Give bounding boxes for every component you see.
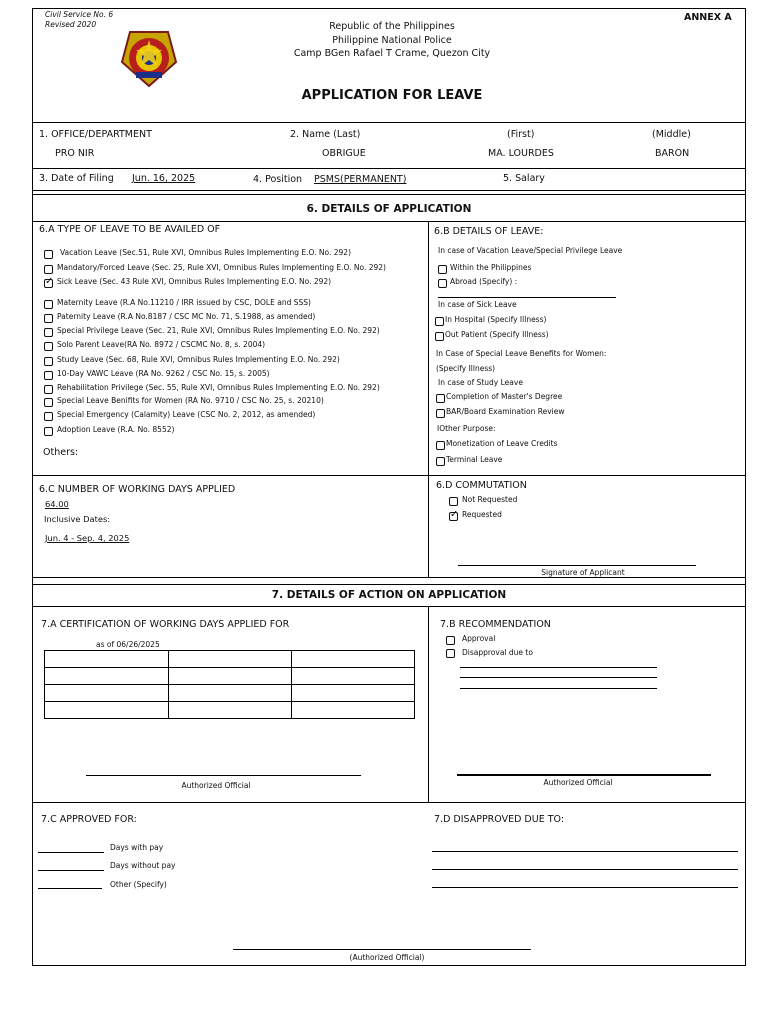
days-with-pay-label: Days with pay — [110, 843, 164, 852]
leave-type-checkbox[interactable] — [44, 250, 53, 259]
pnp-seal-icon — [116, 28, 182, 88]
leave-type-label: Paternity Leave (R.A No.8187 / CSC MC No. 71, S.1988, as amended) — [57, 312, 316, 321]
not-requested-checkbox[interactable] — [449, 497, 458, 506]
leave-type-checkbox[interactable] — [44, 279, 53, 288]
study-heading: In case of Study Leave — [438, 378, 523, 387]
bar-review-label: BAR/Board Examination Review — [446, 407, 565, 416]
approval-label: Approval — [462, 634, 496, 643]
table-cell[interactable] — [44, 701, 169, 719]
disapproval-label: Disapproval due to — [462, 648, 533, 657]
masters-checkbox[interactable] — [436, 394, 445, 403]
name-last-label: 2. Name (Last) — [290, 129, 361, 140]
leave-type-label: Study Leave (Sec. 68, Rule XVI, Omnibus Rules Implementing E.O. No. 292) — [57, 355, 340, 364]
section-7c-title: 7.C APPROVED FOR: — [41, 814, 137, 825]
section-7d-title: 7.D DISAPPROVED DUE TO: — [434, 814, 565, 825]
table-cell[interactable] — [168, 701, 292, 719]
table-cell[interactable] — [44, 684, 169, 702]
disapproval-checkbox[interactable] — [446, 649, 455, 658]
requested-checkbox[interactable] — [449, 512, 458, 521]
within-philippines-label: Within the Philippines — [450, 263, 532, 272]
header-line-1: Republic of the Philippines — [329, 21, 455, 32]
inclusive-dates-label: Inclusive Dates: — [44, 514, 111, 524]
section-6a-title: 6.A TYPE OF LEAVE TO BE AVAILED OF — [39, 224, 221, 235]
header-line-2: Philippine National Police — [332, 35, 452, 46]
days-without-pay-label: Days without pay — [110, 861, 176, 870]
leave-type-label: Adoption Leave (R.A. No. 8552) — [57, 425, 175, 434]
other-specify-label: Other (Specify) — [110, 880, 167, 889]
monetization-checkbox[interactable] — [436, 441, 445, 450]
masters-label: Completion of Master's Degree — [446, 392, 563, 401]
office-value[interactable]: PRO NIR — [55, 148, 95, 159]
position-label: 4. Position — [253, 174, 303, 185]
section-6c-title: 6.C NUMBER OF WORKING DAYS APPLIED — [39, 484, 236, 495]
terminal-leave-label: Terminal Leave — [446, 455, 503, 464]
annex-label: ANNEX A — [684, 12, 732, 23]
leave-type-checkbox[interactable] — [44, 265, 53, 274]
form-code: Civil Service No. 6 — [45, 10, 114, 19]
signature-applicant-label: Signature of Applicant — [541, 568, 625, 577]
as-of-date: as of 06/26/2025 — [96, 640, 160, 649]
section-7a-title: 7.A CERTIFICATION OF WORKING DAYS APPLIED FOR — [41, 619, 290, 630]
leave-type-checkbox[interactable] — [44, 357, 53, 366]
name-last-value[interactable]: OBRIGUE — [322, 148, 366, 159]
page-title: APPLICATION FOR LEAVE — [301, 88, 483, 103]
within-philippines-checkbox[interactable] — [438, 265, 447, 274]
leave-type-checkbox[interactable] — [44, 398, 53, 407]
leave-type-label: 10-Day VAWC Leave (RA No. 9262 / CSC No. 15, s. 2005) — [57, 369, 270, 378]
terminal-leave-checkbox[interactable] — [436, 457, 445, 466]
leave-type-label: Sick Leave (Sec. 43 Rule XVI, Omnibus Rules Implementing E.O. No. 292) — [57, 277, 332, 286]
authorized-official-7a: Authorized Official — [181, 781, 251, 790]
sick-heading: In case of Sick Leave — [438, 300, 517, 309]
table-cell[interactable] — [44, 650, 169, 668]
salary-label: 5. Salary — [503, 173, 545, 184]
leave-type-checkbox[interactable] — [44, 427, 53, 436]
in-hospital-label: In Hospital (Specify Illness) — [445, 315, 547, 324]
table-cell[interactable] — [291, 667, 415, 685]
date-label: 3. Date of Filing — [39, 173, 114, 184]
leave-type-checkbox[interactable] — [44, 300, 53, 309]
leave-type-label: Special Leave Benifits for Women (RA No. 9710 / CSC No. 25, s. 20210) — [57, 396, 324, 405]
table-cell[interactable] — [168, 684, 292, 702]
name-first-label: (First) — [507, 129, 535, 140]
requested-label: Requested — [462, 510, 502, 519]
final-authorized-official: (Authorized Official) — [349, 953, 425, 962]
leave-type-label: Special Emergency (Calamity) Leave (CSC No. 2, 2012, as amended) — [57, 410, 316, 419]
header-line-3: Camp BGen Rafael T Crame, Quezon City — [293, 48, 491, 59]
specify-illness-label: (Specify Illness) — [436, 364, 496, 373]
office-label: 1. OFFICE/DEPARTMENT — [39, 129, 152, 140]
date-value[interactable]: Jun. 16, 2025 — [132, 173, 196, 184]
leave-type-label: Special Privilege Leave (Sec. 21, Rule XVI, Omnibus Rules Implementing E.O. No. 292) — [57, 326, 380, 335]
other-purpose-heading: IOther Purpose: — [437, 424, 496, 433]
not-requested-label: Not Requested — [462, 495, 518, 504]
leave-type-label: Solo Parent Leave(RA No. 8972 / CSCMC No. 8, s. 2004) — [57, 340, 266, 349]
position-value[interactable]: PSMS(PERMANENT) — [314, 174, 407, 185]
leave-type-label: Mandatory/Forced Leave (Sec. 25, Rule XVI, Omnibus Rules Implementing E.O. No. 292) — [57, 263, 386, 272]
table-cell[interactable] — [168, 667, 292, 685]
table-cell[interactable] — [291, 650, 415, 668]
working-days-value[interactable]: 64.00 — [45, 499, 69, 509]
leave-type-label: Maternity Leave (R.A No.11210 / IRR issued by CSC, DOLE and SSS) — [57, 298, 311, 307]
in-hospital-checkbox[interactable] — [435, 317, 444, 326]
approval-checkbox[interactable] — [446, 636, 455, 645]
abroad-label: Abroad (Specify) : — [450, 277, 518, 286]
name-middle-value[interactable]: BARON — [655, 148, 690, 159]
section-6d-title: 6.D COMMUTATION — [436, 480, 527, 491]
vacation-heading: In case of Vacation Leave/Special Privilege Leave — [438, 246, 623, 255]
leave-type-label: Rehabilitation Privilege (Sec. 55, Rule XVI, Omnibus Rules Implementing E.O. No. 292) — [57, 383, 380, 392]
leave-type-checkbox[interactable] — [44, 314, 53, 323]
abroad-checkbox[interactable] — [438, 279, 447, 288]
bar-review-checkbox[interactable] — [436, 409, 445, 418]
table-cell[interactable] — [44, 667, 169, 685]
authorized-official-7b: Authorized Official — [543, 778, 613, 787]
name-first-value[interactable]: MA. LOURDES — [488, 148, 554, 159]
section-6-title: 6. DETAILS OF APPLICATION — [306, 203, 472, 215]
others-label: Others: — [43, 447, 79, 458]
leave-type-checkbox[interactable] — [44, 342, 53, 351]
women-heading: In Case of Special Leave Benefits for Women: — [436, 349, 607, 358]
table-cell[interactable] — [168, 650, 292, 668]
section-7-title: 7. DETAILS OF ACTION ON APPLICATION — [271, 589, 507, 601]
table-cell[interactable] — [291, 684, 415, 702]
leave-type-checkbox[interactable] — [44, 385, 53, 394]
inclusive-dates-value[interactable]: Jun. 4 - Sep. 4, 2025 — [45, 533, 130, 543]
leave-type-checkbox[interactable] — [44, 371, 53, 380]
leave-type-checkbox[interactable] — [44, 328, 53, 337]
name-middle-label: (Middle) — [652, 129, 691, 140]
section-7b-title: 7.B RECOMMENDATION — [440, 619, 551, 630]
monetization-label: Monetization of Leave Credits — [446, 439, 558, 448]
leave-type-label: Vacation Leave (Sec.51, Rule XVI, Omnibus Rules Implementing E.O. No. 292) — [60, 248, 351, 257]
table-cell[interactable] — [291, 701, 415, 719]
section-6b-title: 6.B DETAILS OF LEAVE: — [434, 226, 544, 237]
leave-type-checkbox[interactable] — [44, 412, 53, 421]
out-patient-checkbox[interactable] — [435, 332, 444, 341]
revised-note: Revised 2020 — [45, 20, 97, 29]
out-patient-label: Out Patient (Specify Illness) — [445, 330, 549, 339]
